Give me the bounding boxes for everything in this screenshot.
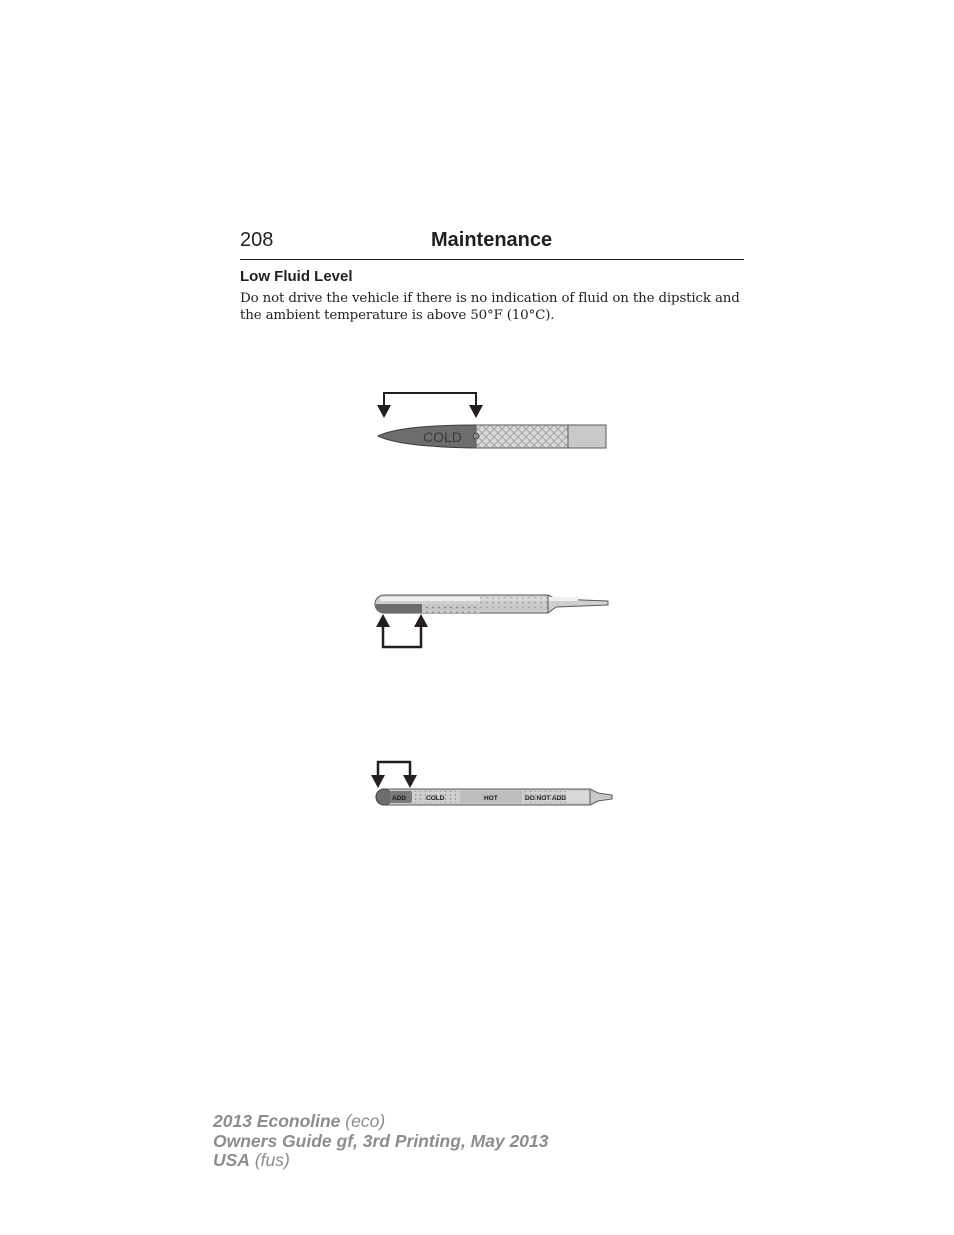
- footer-line-1: [213, 1112, 549, 1132]
- dipstick-label-cold: COLD: [426, 795, 445, 802]
- footer-model-code: (eco): [345, 1111, 386, 1131]
- footer-line-3: [213, 1151, 549, 1171]
- dipstick-body: [378, 425, 606, 448]
- dipstick-figure-1: [370, 385, 620, 460]
- page-number: 208: [240, 229, 274, 251]
- section-body-text: Do not drive the vehicle if there is no indication of fluid on the dipstick and the ambient temperature is above 50°F (10°C).: [240, 291, 740, 323]
- footer-line-2: [213, 1132, 549, 1152]
- fluid-range-bracket: [371, 762, 417, 788]
- dipstick-label-add: ADD: [392, 795, 407, 802]
- section-heading: Low Fluid Level: [240, 268, 353, 285]
- header-rule: [240, 259, 744, 260]
- footer-market: USA: [213, 1150, 250, 1170]
- dipstick-label-cold: COLD: [423, 429, 462, 445]
- dipstick-label-hot: HOT: [484, 795, 498, 802]
- footer: [213, 1112, 549, 1171]
- fluid-range-bracket: [377, 393, 483, 418]
- dipstick-label-do-not-add: DO NOT ADD: [525, 795, 566, 802]
- footer-guide-info: Owners Guide gf, 3rd Printing, May 2013: [213, 1130, 549, 1151]
- footer-model: 2013 Econoline: [213, 1111, 341, 1131]
- dipstick-figure-2: [370, 585, 620, 655]
- fluid-range-bracket: [376, 614, 428, 647]
- dipstick-body: [375, 595, 608, 613]
- dipstick-figure-3: [368, 757, 620, 812]
- footer-market-code: (fus): [254, 1150, 290, 1170]
- page-title: Maintenance: [431, 229, 553, 251]
